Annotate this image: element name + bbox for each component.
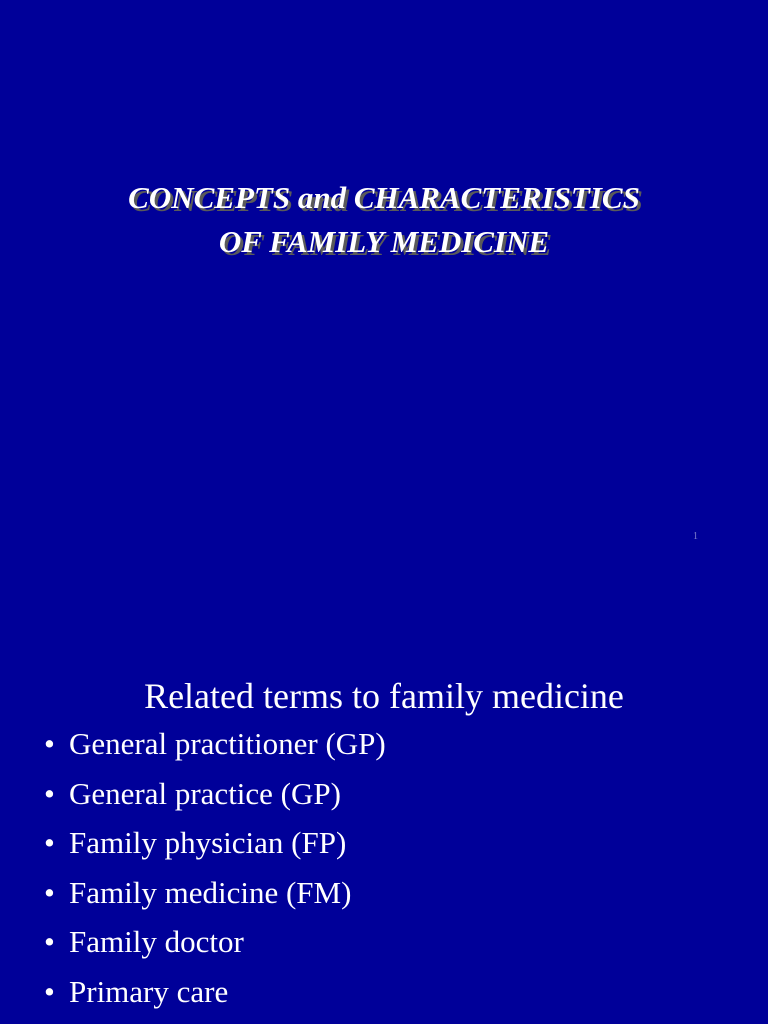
bullet-icon: • xyxy=(44,924,55,959)
list-item xyxy=(44,774,386,824)
slide-title xyxy=(0,176,768,264)
slide-title-line-1: CONCEPTS and CHARACTERISTICS xyxy=(128,180,640,215)
bullet-icon: • xyxy=(44,726,55,761)
related-terms-slide xyxy=(0,576,768,1024)
list-item xyxy=(44,823,386,873)
list-item-label: General practitioner (GP) xyxy=(69,726,386,761)
bullet-icon: • xyxy=(44,775,55,811)
list-item xyxy=(44,972,386,1022)
bullet-icon: • xyxy=(44,825,55,860)
page-number: 1 xyxy=(693,531,698,542)
bullet-icon: • xyxy=(44,874,55,910)
bullet-list xyxy=(44,724,386,1021)
list-item xyxy=(44,922,386,972)
list-item-label: Family physician (FP) xyxy=(69,825,347,860)
slide-heading: Related terms to family medicine xyxy=(144,676,624,716)
bullet-icon: • xyxy=(44,973,55,1009)
list-item-label: Family medicine (FM) xyxy=(69,874,352,910)
list-item-label: General practice (GP) xyxy=(69,775,341,811)
list-item xyxy=(44,724,386,774)
list-item-label: Family doctor xyxy=(69,924,244,959)
list-item-label: Primary care xyxy=(69,973,229,1009)
slide-title-line-2: OF FAMILY MEDICINE xyxy=(218,224,550,259)
list-item xyxy=(44,873,386,923)
